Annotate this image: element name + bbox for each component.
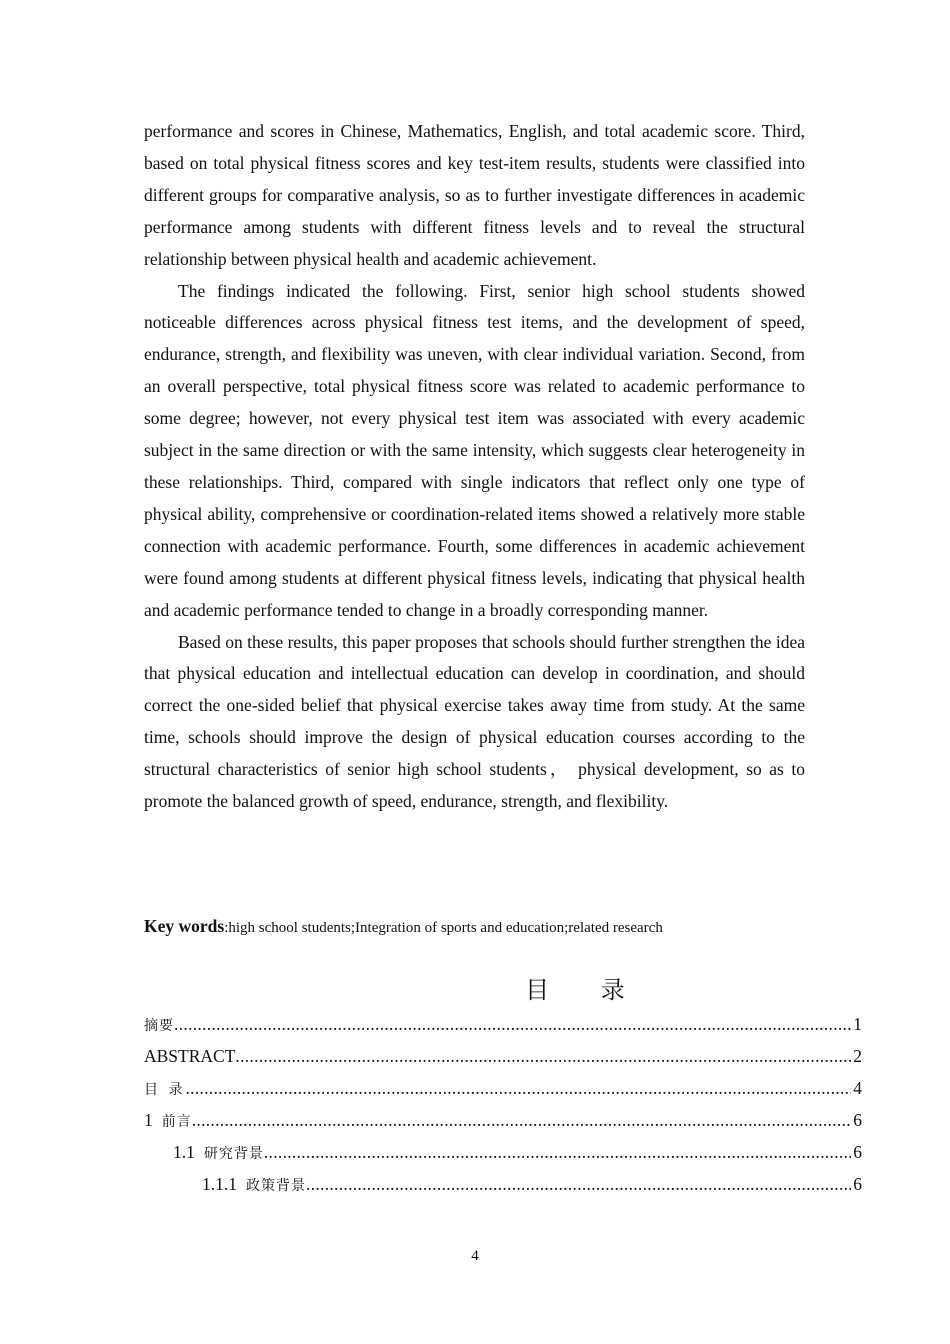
toc-entry-1[interactable] [144, 1110, 862, 1142]
toc-dot-leader [264, 1142, 851, 1163]
toc-dot-leader [192, 1110, 852, 1131]
toc-entry-number: 1 [144, 1110, 153, 1130]
toc-entry-page: 2 [853, 1046, 862, 1066]
toc-entry-page: 6 [853, 1110, 862, 1130]
keywords-text: :high school students;Integration of sports and education;related research [224, 920, 663, 936]
abstract-paragraph-3: Based on these results, this paper proposes that schools should further strengthen the idea that physical education and intellectual education can develop in coordination, and should correct the one-sided belief that physical exercise takes away time from study. At the same time, schools should improve the design of physical education courses according to the structural characteristics of senior high school students， physical development, so as to promote the balanced growth of speed, endurance, strength, and flexibility. [144, 631, 805, 812]
toc-entry-title: 研究背景 [203, 1146, 264, 1162]
toc-entry-page: 6 [853, 1142, 862, 1162]
toc-entry-1-1[interactable] [144, 1142, 862, 1174]
toc-entry-page: 6 [853, 1174, 862, 1194]
toc-entry-title: ABSTRACT [144, 1046, 236, 1066]
toc-dot-leader [185, 1078, 851, 1099]
keywords-label: Key words [144, 916, 225, 936]
toc-entry-number: 1.1.1 [202, 1174, 237, 1194]
toc-dot-leader [235, 1046, 851, 1067]
toc-entry-abstract-zh[interactable] [144, 1014, 862, 1046]
toc-entry-page: 1 [853, 1014, 862, 1034]
abstract-paragraph-1: performance and scores in Chinese, Mathematics, English, and total academic score. Third, based on total physical fitness scores and key test-item results, students were classified into different groups for comparative analysis, so as to further investigate differences in academic performance among students with different fitness levels and to reveal the structural relationship between physical health and academic achievement. [144, 121, 805, 269]
toc-entry-abstract-en[interactable] [144, 1046, 862, 1078]
abstract-paragraph-2: The findings indicated the following. First, senior high school students showed noticeable differences across physical fitness test items, and the development of speed, endurance, strength, and flexibility was uneven, with clear individual variation. Second, from an overall perspective, total physical fitness score was related to academic performance to some degree; however, not every physical test item was associated with every academic subject in the same direction or with the same intensity, which suggests clear heterogeneity in these relationships. Third, compared with single indicators that reflect only one type of physical ability, comprehensive or coordination-related items showed a relatively more stable connection with academic performance. Fourth, some differences in academic achievement were found among students at different physical fitness levels, indicating that physical health and academic performance tended to change in a broadly corresponding manner. [144, 280, 805, 620]
table-of-contents [144, 1014, 862, 1206]
abstract-body [144, 116, 805, 818]
toc-entry-title: 前言 [161, 1114, 192, 1130]
toc-title: 目 录 [525, 976, 647, 1004]
toc-entry-title: 目 录 [144, 1082, 186, 1098]
toc-entry-number: 1.1 [173, 1142, 195, 1162]
toc-entry-title: 政策背景 [246, 1178, 306, 1194]
toc-entry-page: 4 [853, 1078, 862, 1098]
toc-dot-leader [306, 1174, 851, 1195]
toc-entry-contents[interactable] [144, 1078, 862, 1110]
keywords-line [144, 912, 844, 942]
toc-dot-leader [174, 1014, 851, 1035]
toc-entry-1-1-1[interactable] [144, 1174, 862, 1206]
page-number: 4 [471, 1248, 479, 1264]
toc-entry-title: 摘要 [144, 1018, 174, 1034]
